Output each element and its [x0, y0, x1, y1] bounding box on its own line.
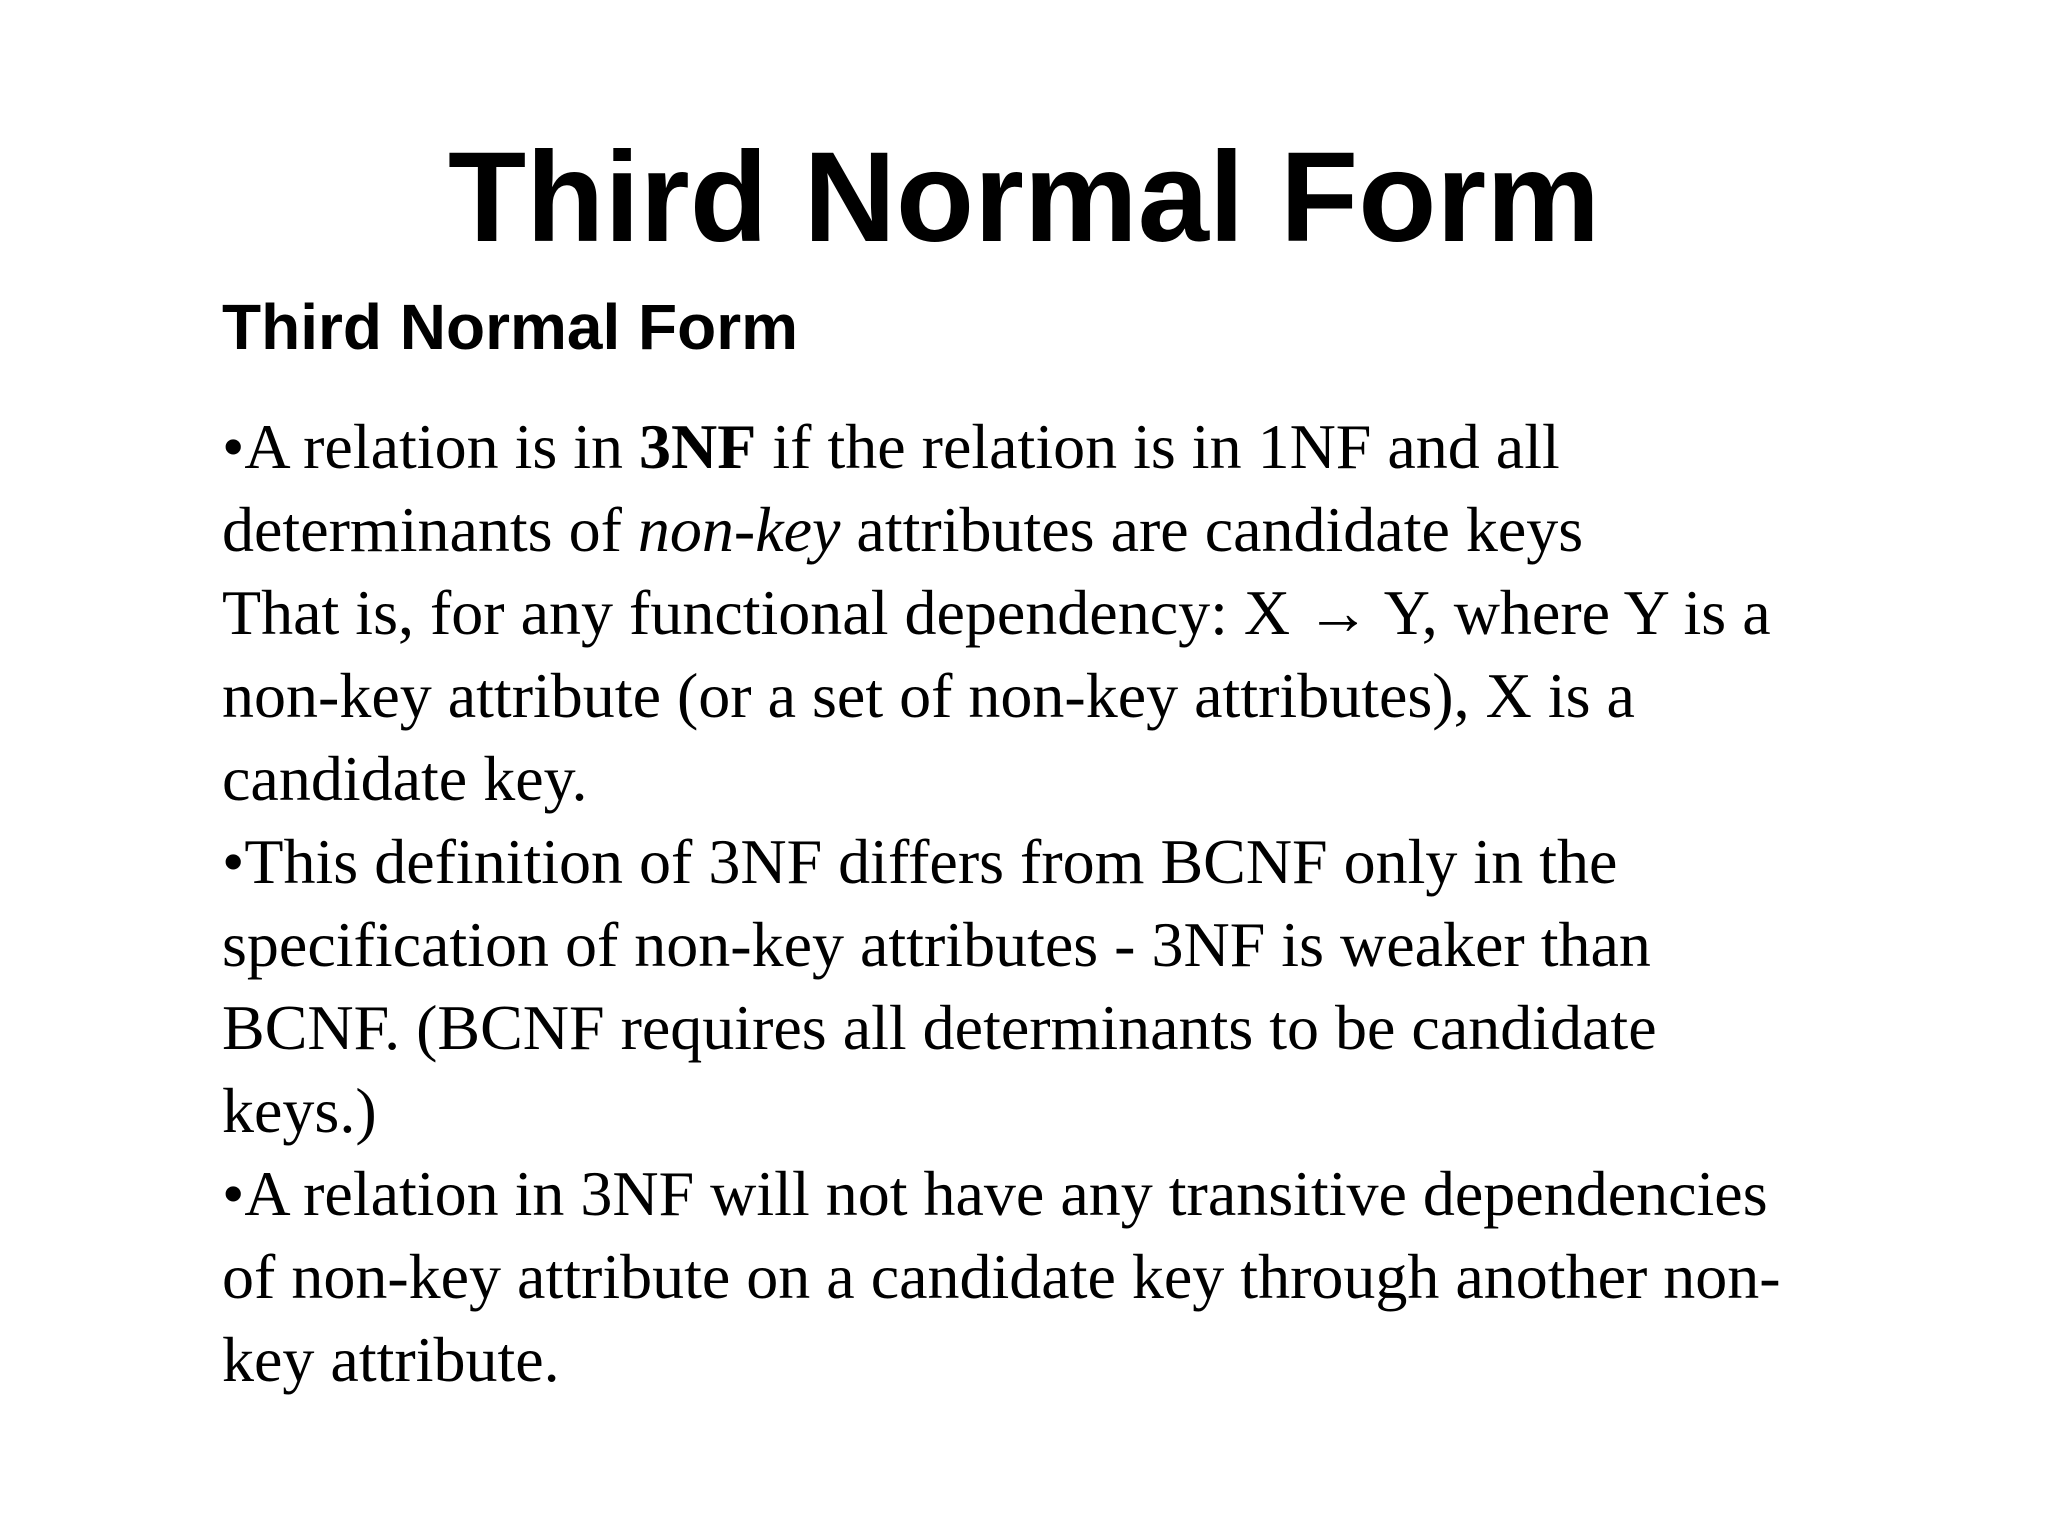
bullet-1-text-c: if the relation is in 1NF and all: [756, 411, 1560, 482]
bullet-3-line-3: key attribute.: [222, 1324, 560, 1395]
bullet-3-line-1: •A relation in 3NF will not have any transitive dependencies: [222, 1158, 1768, 1229]
bullet-1-line-2-a: determinants of: [222, 494, 638, 565]
bullet-1-text-a: •A relation is in: [222, 411, 640, 482]
bullet-1-line-4: non-key attribute (or a set of non-key attributes), X is a: [222, 660, 1635, 731]
bullet-1-line-3: That is, for any functional dependency: X → Y, where Y is a: [222, 577, 1771, 648]
slide-title: Third Normal Form: [447, 126, 1601, 269]
bullet-2-line-3: BCNF. (BCNF requires all determinants to be candidate: [222, 992, 1657, 1063]
bullet-3-line-2: of non-key attribute on a candidate key through another non-: [222, 1241, 1781, 1312]
bullet-1-line-2-b: attributes are candidate keys: [840, 494, 1584, 565]
bullet-2-line-2: specification of non-key attributes - 3NF is weaker than: [222, 909, 1651, 980]
bullet-1-line-5: candidate key.: [222, 743, 588, 814]
bullet-2-line-4: keys.): [222, 1075, 377, 1146]
bullet-1-3nf-bold: 3NF: [639, 411, 757, 482]
bullet-1-nonkey-italic: non-key: [637, 494, 841, 565]
bullet-1-line-1: [222, 405, 1942, 488]
section-subheading: Third Normal Form: [222, 291, 799, 363]
bullet-2-line-1: •This definition of 3NF differs from BCNF only in the: [222, 826, 1618, 897]
bullet-1-line-2: [222, 488, 1942, 571]
slide-body: [222, 405, 1942, 1401]
